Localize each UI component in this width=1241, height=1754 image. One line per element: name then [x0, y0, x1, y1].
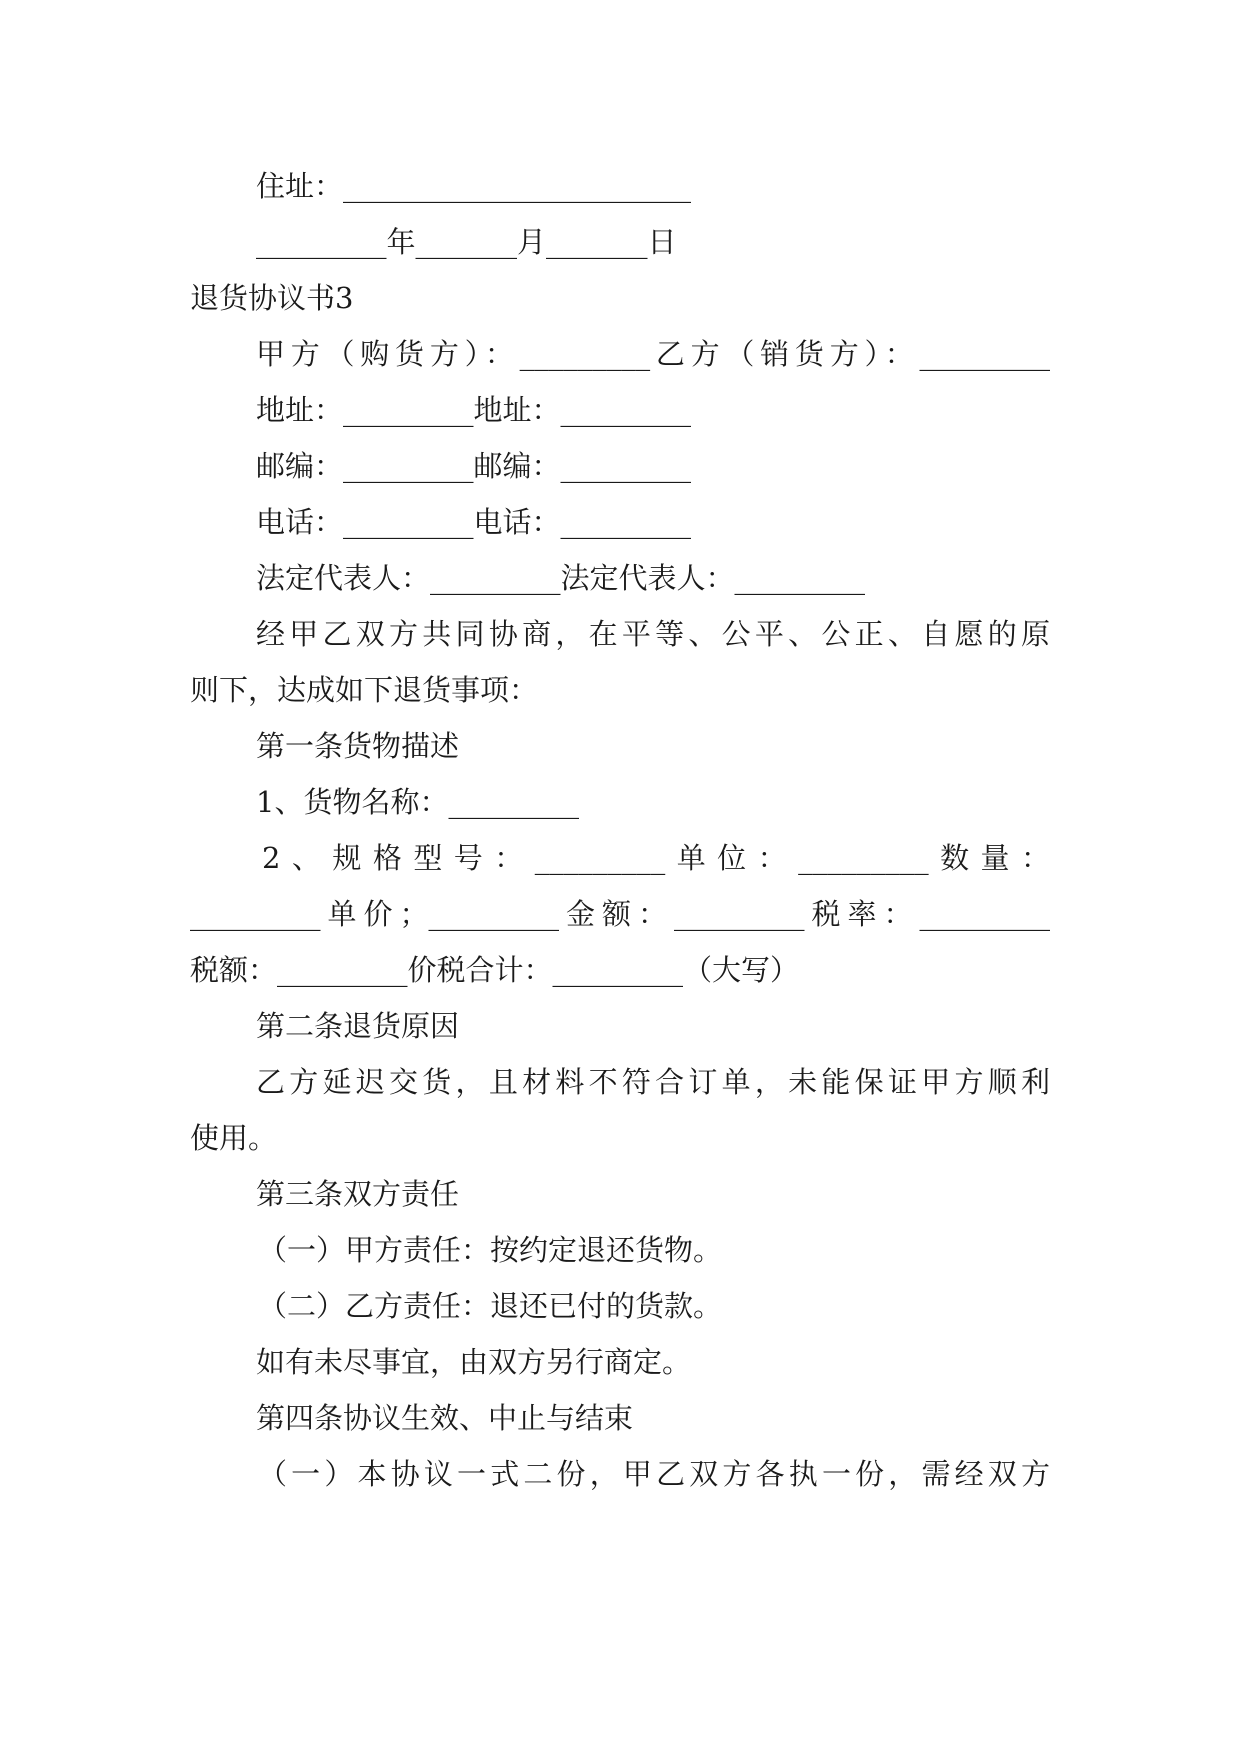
legal-rep-fields: 法定代表人：_________法定代表人：_________ [256, 561, 866, 595]
tax-line: 税额：_________价税合计：_________（大写） [190, 953, 800, 987]
spec-line: 2、规格型号：_________单位：_________数量： [262, 841, 1050, 875]
article-4-heading: 第四条协议生效、中止与结束 [256, 1401, 634, 1435]
intro-paragraph-line1: 经甲乙双方共同协商，在平等、公平、公正、自愿的原 [256, 617, 1050, 651]
postcode-fields: 邮编：_________邮编：_________ [256, 449, 692, 483]
intro-paragraph-line2: 则下，达成如下退货事项： [190, 673, 539, 707]
return-reason-line1: 乙方延迟交货，且材料不符合订单，未能保证甲方顺利 [256, 1065, 1050, 1099]
goods-name-line: 1、货物名称：_________ [256, 785, 579, 819]
address-fields: 地址：_________地址：_________ [256, 393, 692, 427]
copies-clause: （一）本协议一式二份，甲乙双方各执一份，需经双方 [258, 1457, 1050, 1491]
return-reason-line2: 使用。 [190, 1121, 278, 1155]
article-3-heading: 第三条双方责任 [256, 1177, 460, 1211]
article-1-heading: 第一条货物描述 [256, 729, 460, 763]
other-matters: 如有未尽事宜，由双方另行商定。 [256, 1345, 692, 1379]
party-line: 甲方（购货方）：_________乙方（销货方）：_________ [256, 337, 1050, 371]
article-2-heading: 第二条退货原因 [256, 1009, 460, 1043]
party-b-duty: （二）乙方责任：退还已付的货款。 [258, 1289, 723, 1323]
phone-fields: 电话：_________电话：_________ [256, 505, 692, 539]
price-line: _________单价；_________金额：_________税率：_________ [190, 897, 1050, 931]
date-line: _________年_______月_______日 [256, 225, 677, 259]
address-line: 住址：________________________ [256, 169, 692, 203]
party-a-duty: （一）甲方责任：按约定退还货物。 [258, 1233, 723, 1267]
document-title: 退货协议书3 [190, 281, 354, 315]
